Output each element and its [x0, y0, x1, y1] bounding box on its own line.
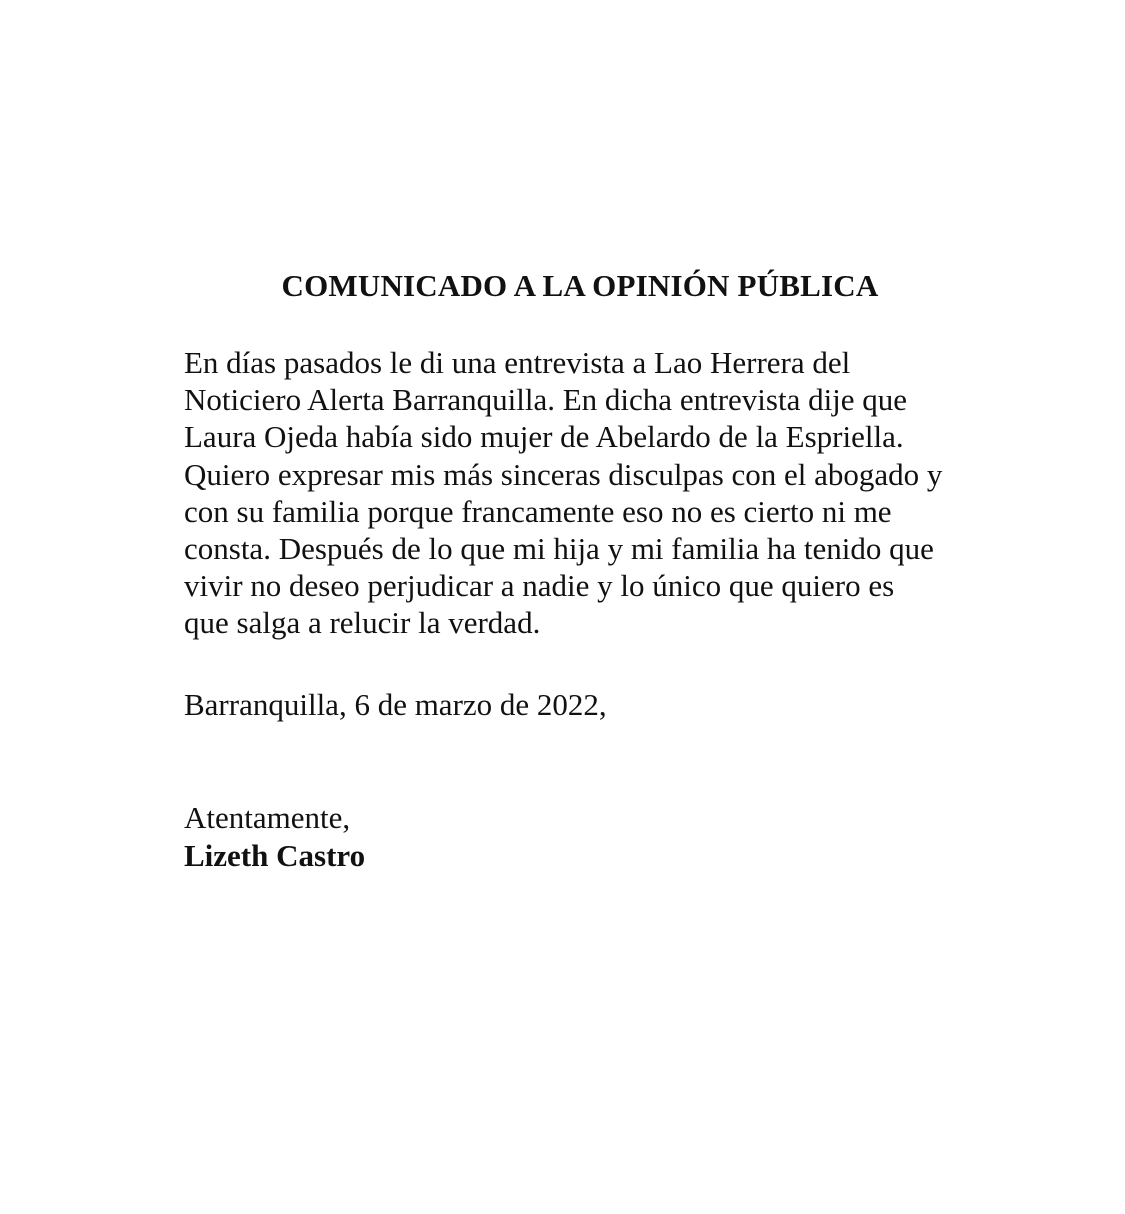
body-line: consta. Después de lo que mi hija y mi familia ha tenido que — [184, 531, 934, 567]
document-title: COMUNICADO A LA OPINIÓN PÚBLICA — [281, 268, 879, 303]
signer-name: Lizeth Castro — [184, 838, 366, 873]
body-line: que salga a relucir la verdad. — [184, 605, 541, 641]
body-line: vivir no deseo perjudicar a nadie y lo único que quiero es — [184, 568, 895, 604]
body-line: Noticiero Alerta Barranquilla. En dicha entrevista dije que — [184, 382, 908, 418]
statement-body — [184, 344, 942, 642]
body-line: con su familia porque francamente eso no es cierto ni me — [184, 493, 892, 529]
body-line: Laura Ojeda había sido mujer de Abelardo de la Espriella. — [184, 419, 904, 455]
closing-salutation: Atentamente, — [184, 800, 351, 835]
body-line: En días pasados le di una entrevista a Lao Herrera del — [184, 345, 851, 380]
body-line: Quiero expresar mis más sinceras disculpas con el abogado y — [184, 456, 943, 492]
place-and-date: Barranquilla, 6 de marzo de 2022, — [184, 687, 607, 722]
